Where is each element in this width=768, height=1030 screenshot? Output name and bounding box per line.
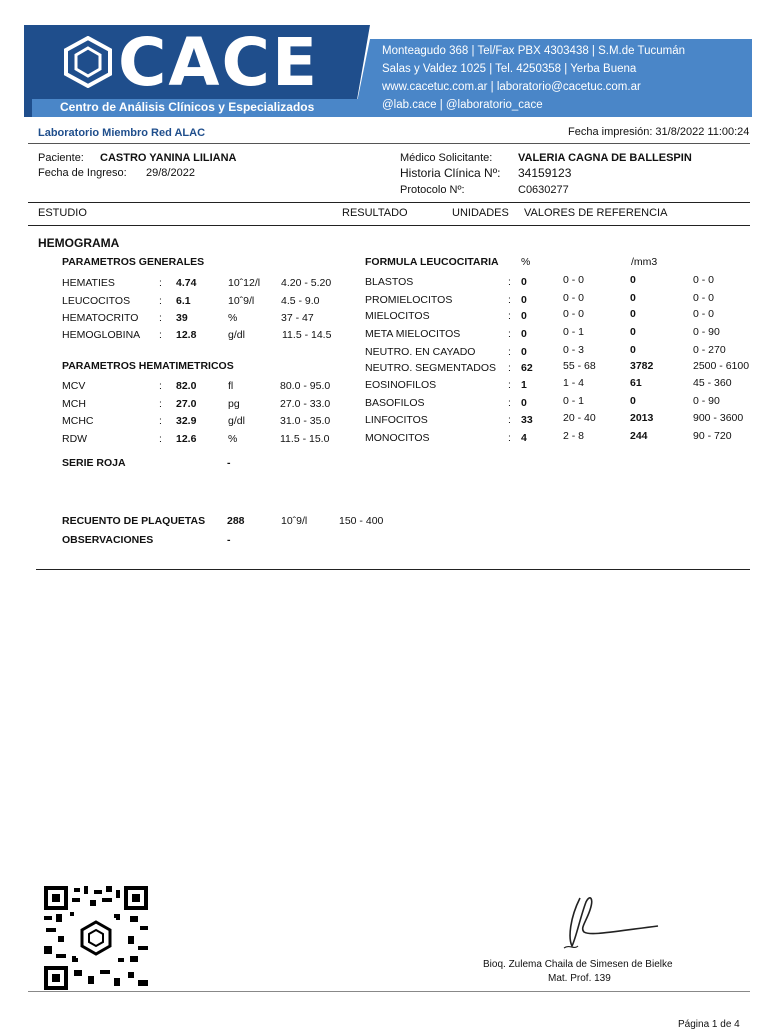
- medico-value: VALERIA CAGNA DE BALLESPIN: [518, 152, 692, 164]
- result-name: LEUCOCITOS: [62, 295, 131, 307]
- leuco-name: META MIELOCITOS: [365, 328, 461, 340]
- leuco-abs-ref: 900 - 3600: [693, 412, 744, 424]
- result-unit: g/dl: [228, 329, 245, 341]
- separator: :: [508, 276, 511, 288]
- leuco-abs: 0: [630, 292, 636, 304]
- separator: :: [159, 329, 162, 341]
- separator: :: [508, 432, 511, 444]
- separator: :: [159, 277, 162, 289]
- col-referencia: VALORES DE REFERENCIA: [524, 207, 668, 219]
- obs-label: OBSERVACIONES: [62, 534, 154, 546]
- network-label: Laboratorio Miembro Red ALAC: [38, 127, 206, 139]
- separator: :: [508, 328, 511, 340]
- result-name: HEMATIES: [62, 277, 115, 289]
- result-ref: 4.5 - 9.0: [281, 295, 320, 307]
- leuco-pct-ref: 0 - 0: [563, 308, 585, 320]
- result-ref: 11.5 - 15.0: [280, 433, 330, 445]
- leuco-name: EOSINOFILOS: [365, 379, 437, 391]
- leuco-abs: 244: [630, 430, 648, 442]
- leuco-name: BLASTOS: [365, 276, 414, 288]
- result-name: MCV: [62, 380, 86, 392]
- leuco-pct-ref: 55 - 68: [563, 360, 596, 372]
- serie-roja-label: SERIE ROJA: [62, 457, 126, 469]
- contact-line-3: www.cacetuc.com.ar | laboratorio@cacetuc.com.ar: [382, 81, 641, 93]
- leucocitaria-title: FORMULA LEUCOCITARIA: [365, 256, 499, 268]
- leuco-pct: 4: [521, 432, 527, 444]
- result-ref: 80.0 - 95.0: [280, 380, 331, 392]
- result-ref: 11.5 - 14.5: [282, 329, 332, 341]
- leuco-pct: 1: [521, 379, 527, 391]
- leuco-pct: 62: [521, 362, 533, 374]
- result-ref: 27.0 - 33.0: [280, 398, 331, 410]
- leuco-name: PROMIELOCITOS: [365, 294, 453, 306]
- separator: :: [508, 294, 511, 306]
- separator: :: [508, 310, 511, 322]
- result-name: HEMATOCRITO: [62, 312, 139, 324]
- leuco-abs: 0: [630, 274, 636, 286]
- result-value: 12.8: [176, 329, 197, 341]
- leuco-pct-ref: 0 - 3: [563, 344, 585, 356]
- result-name: RDW: [62, 433, 88, 445]
- leuco-pct: 0: [521, 346, 527, 358]
- leuco-pct: 0: [521, 397, 527, 409]
- leuco-abs: 3782: [630, 360, 654, 372]
- separator: :: [159, 433, 162, 445]
- leuco-abs-ref: 0 - 0: [693, 292, 715, 304]
- contact-line-4: @lab.cace | @laboratorio_cace: [382, 99, 543, 111]
- col-unidades: UNIDADES: [452, 207, 509, 219]
- leuco-pct-ref: 0 - 1: [563, 326, 585, 338]
- leuco-name: NEUTRO. SEGMENTADOS: [365, 362, 497, 374]
- leuco-abs-ref: 0 - 270: [693, 344, 726, 356]
- logo-text: CACE: [118, 24, 320, 101]
- result-ref: 4.20 - 5.20: [281, 277, 332, 289]
- leuco-name: NEUTRO. EN CAYADO: [365, 346, 476, 358]
- signature-icon: [550, 888, 670, 956]
- generales-title: PARAMETROS GENERALES: [62, 256, 205, 268]
- leuco-abs-ref: 0 - 0: [693, 308, 715, 320]
- result-unit: 10ˆ12/l: [228, 277, 261, 289]
- result-value: 32.9: [176, 415, 197, 427]
- result-value: 27.0: [176, 398, 197, 410]
- abs-header: /mm3: [631, 256, 658, 268]
- cace-logo-icon: [62, 36, 114, 88]
- result-unit: fl: [228, 380, 234, 392]
- result-ref: 37 - 47: [281, 312, 314, 324]
- result-name: HEMOGLOBINA: [62, 329, 141, 341]
- leuco-pct-ref: 0 - 0: [563, 292, 585, 304]
- leuco-abs-ref: 0 - 0: [693, 274, 715, 286]
- col-resultado: RESULTADO: [342, 207, 408, 219]
- plaquetas-label: RECUENTO DE PLAQUETAS: [62, 515, 206, 527]
- leuco-name: LINFOCITOS: [365, 414, 428, 426]
- protocolo-value: C0630277: [518, 184, 569, 196]
- separator: :: [508, 379, 511, 391]
- ingreso-label: Fecha de Ingreso:: [38, 167, 127, 179]
- result-unit: %: [228, 433, 238, 445]
- leuco-pct-ref: 1 - 4: [563, 377, 585, 389]
- separator: :: [159, 295, 162, 307]
- leuco-name: MIELOCITOS: [365, 310, 430, 322]
- result-unit: g/dl: [228, 415, 245, 427]
- result-unit: 10ˆ9/l: [228, 295, 255, 307]
- serie-roja-value: -: [227, 457, 231, 469]
- leuco-abs: 61: [630, 377, 642, 389]
- result-name: MCHC: [62, 415, 94, 427]
- page-number: Página 1 de 4: [678, 1019, 740, 1030]
- result-unit: pg: [228, 398, 240, 410]
- contact-line-1: Monteagudo 368 | Tel/Fax PBX 4303438 | S.M.de Tucumán: [382, 45, 686, 57]
- leuco-abs-ref: 0 - 90: [693, 395, 720, 407]
- protocolo-label: Protocolo Nº:: [400, 184, 465, 196]
- separator: :: [159, 380, 162, 392]
- hematimetricos-title: PARAMETROS HEMATIMETRICOS: [62, 360, 234, 372]
- result-value: 4.74: [176, 277, 197, 289]
- leuco-pct-ref: 2 - 8: [563, 430, 585, 442]
- result-value: 82.0: [176, 380, 197, 392]
- leuco-pct-ref: 20 - 40: [563, 412, 596, 424]
- medico-label: Médico Solicitante:: [400, 152, 493, 164]
- contact-line-2: Salas y Valdez 1025 | Tel. 4250358 | Yerba Buena: [382, 63, 637, 75]
- signer-mat: Mat. Prof. 139: [548, 973, 611, 984]
- leuco-pct: 0: [521, 276, 527, 288]
- leuco-abs-ref: 0 - 90: [693, 326, 720, 338]
- plaquetas-unit: 10ˆ9/l: [281, 515, 308, 527]
- print-date: Fecha impresión: 31/8/2022 11:00:24: [568, 126, 750, 138]
- separator: :: [508, 346, 511, 358]
- tagline: Centro de Análisis Clínicos y Especializados: [60, 100, 315, 114]
- pct-header: %: [521, 256, 531, 268]
- signer-name: Bioq. Zulema Chaila de Simesen de Bielke: [483, 959, 673, 970]
- leuco-pct: 0: [521, 328, 527, 340]
- result-value: 12.6: [176, 433, 197, 445]
- separator: :: [159, 398, 162, 410]
- leuco-abs: 0: [630, 395, 636, 407]
- result-value: 39: [176, 312, 188, 324]
- result-unit: %: [228, 312, 238, 324]
- result-ref: 31.0 - 35.0: [280, 415, 331, 427]
- leuco-abs-ref: 90 - 720: [693, 430, 732, 442]
- paciente-value: CASTRO YANINA LILIANA: [100, 152, 237, 164]
- leuco-abs-ref: 45 - 360: [693, 377, 732, 389]
- separator: :: [508, 414, 511, 426]
- col-estudio: ESTUDIO: [38, 207, 87, 219]
- separator: :: [508, 362, 511, 374]
- leuco-name: MONOCITOS: [365, 432, 430, 444]
- result-value: 6.1: [176, 295, 191, 307]
- qr-code: [44, 886, 148, 990]
- leuco-abs: 0: [630, 326, 636, 338]
- leuco-abs: 2013: [630, 412, 654, 424]
- result-name: MCH: [62, 398, 86, 410]
- leuco-abs-ref: 2500 - 6100: [693, 360, 750, 372]
- leuco-abs: 0: [630, 344, 636, 356]
- historia-value: 34159123: [518, 166, 572, 180]
- obs-value: -: [227, 534, 231, 546]
- ingreso-value: 29/8/2022: [146, 167, 195, 179]
- leuco-name: BASOFILOS: [365, 397, 425, 409]
- leuco-pct: 0: [521, 294, 527, 306]
- leuco-pct-ref: 0 - 1: [563, 395, 585, 407]
- separator: :: [508, 397, 511, 409]
- separator: :: [159, 415, 162, 427]
- historia-label: Historia Clínica Nº:: [400, 166, 501, 180]
- leuco-pct: 33: [521, 414, 533, 426]
- plaquetas-value: 288: [227, 515, 245, 527]
- leuco-pct: 0: [521, 310, 527, 322]
- leuco-pct-ref: 0 - 0: [563, 274, 585, 286]
- plaquetas-ref: 150 - 400: [339, 515, 384, 527]
- separator: :: [159, 312, 162, 324]
- paciente-label: Paciente:: [38, 152, 84, 164]
- leuco-abs: 0: [630, 308, 636, 320]
- section-title: HEMOGRAMA: [38, 236, 120, 250]
